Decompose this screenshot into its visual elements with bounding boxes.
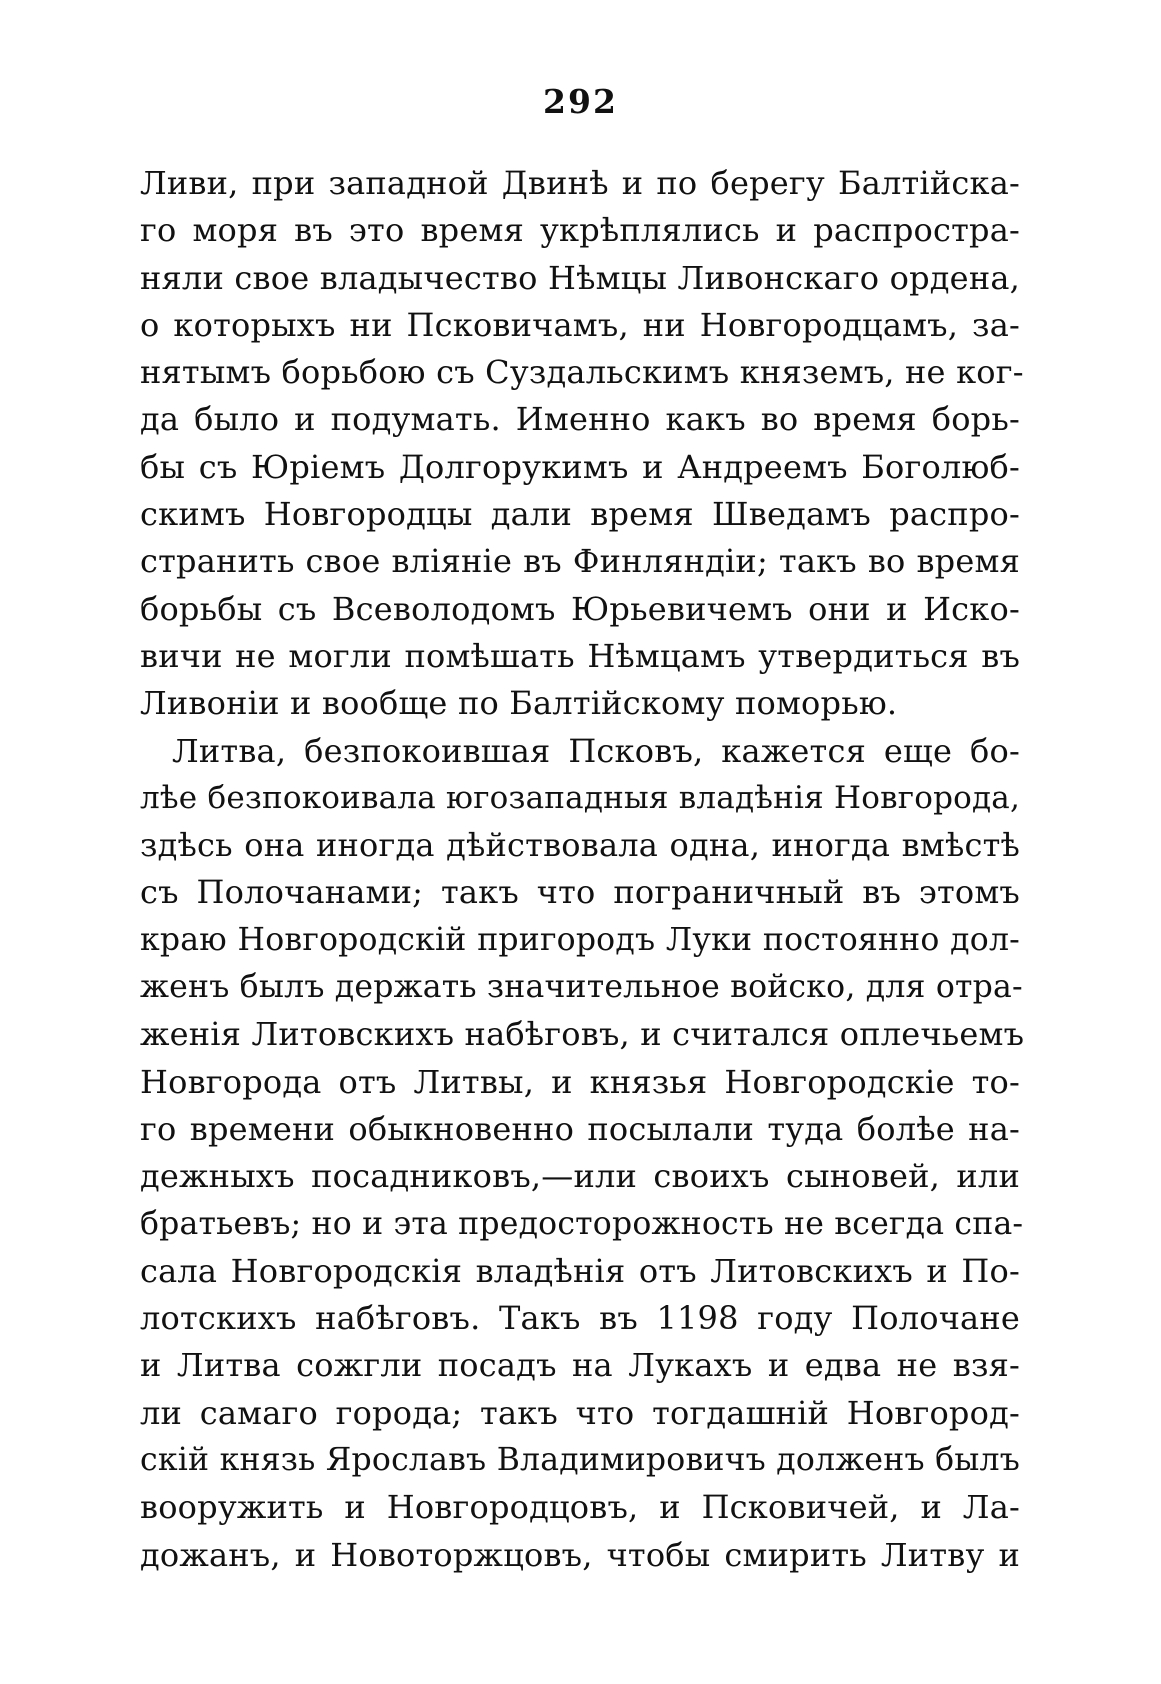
- text-line: съ Полочанами; такъ что пограничный въ этомъ: [140, 873, 1020, 912]
- text-line: странить свое вліяніе въ Финляндіи; такъ во время: [140, 542, 1020, 581]
- text-line: женъ былъ держать значительное войско, для отра-: [140, 969, 1023, 1006]
- text-line: здѣсь она иногда дѣйствовала одна, иногда вмѣстѣ: [140, 826, 1020, 865]
- body-text: [140, 160, 1025, 1579]
- text-line: да было и подумать. Именно какъ во время борь-: [140, 400, 1020, 439]
- text-line: Литва, безпокоившая Псковъ, кажется еще бо-: [172, 731, 1020, 770]
- text-line: скимъ Новгородцы дали время Шведамъ распро-: [140, 495, 1020, 534]
- text-line: женія Литовскихъ набѣговъ, и считался оплечьемъ: [140, 1015, 1025, 1054]
- text-line: дежныхъ посадниковъ,—или своихъ сыновей, или: [140, 1157, 1020, 1196]
- text-line: лѣе безпокоивала югозападныя владѣнія Новгорода,: [140, 779, 1020, 816]
- text-line: о которыхъ ни Псковичамъ, ни Новгородцамъ, за-: [140, 305, 1020, 344]
- text-line: нятымъ борьбою съ Суздальскимъ княземъ, не ког-: [140, 353, 1024, 392]
- text-line: сала Новгородскія владѣнія отъ Литовскихъ и По-: [140, 1251, 1020, 1290]
- text-line: го моря въ это время укрѣплялись и распростра-: [140, 211, 1020, 250]
- page-number: 292: [543, 82, 618, 121]
- text-line: и Литва сожгли посадъ на Лукахъ и едва не взя-: [140, 1346, 1020, 1385]
- text-line: дожанъ, и Новоторжцовъ, чтобы смирить Литву и: [140, 1535, 1020, 1574]
- text-line: Ливоніи и вообще по Балтійскому поморью.: [140, 684, 898, 723]
- text-line: бы съ Юріемъ Долгорукимъ и Андреемъ Боголюб-: [140, 447, 1020, 486]
- text-line: краю Новгородскій пригородъ Луки постоянно дол-: [140, 921, 1020, 958]
- text-line: Ливи, при западной Двинѣ и по берегу Балтійска-: [140, 164, 1020, 202]
- text-line: скій князь Ярославъ Владимировичъ долженъ былъ: [140, 1442, 1020, 1479]
- text-line: Новгорода отъ Литвы, и князья Новгородскіе то-: [140, 1062, 1020, 1101]
- text-line: вичи не могли помѣшать Нѣмцамъ утвердиться въ: [140, 636, 1020, 675]
- text-line: вооружить и Новгородцовъ, и Псковичей, и Ла-: [140, 1488, 1020, 1527]
- text-line: няли свое владычество Нѣмцы Ливонскаго ордена,: [140, 258, 1020, 297]
- text-line: братьевъ; но и эта предосторожность не всегда спа-: [140, 1205, 1024, 1242]
- text-line: го времени обыкновенно посылали туда болѣе на-: [140, 1109, 1020, 1148]
- text-line: ли самаго города; такъ что тогдашній Новгород-: [140, 1393, 1020, 1432]
- text-line: борьбы съ Всеволодомъ Юрьевичемъ они и Иско-: [140, 589, 1020, 628]
- text-line: лотскихъ набѣговъ. Такъ въ 1198 году Полочане: [140, 1299, 1020, 1338]
